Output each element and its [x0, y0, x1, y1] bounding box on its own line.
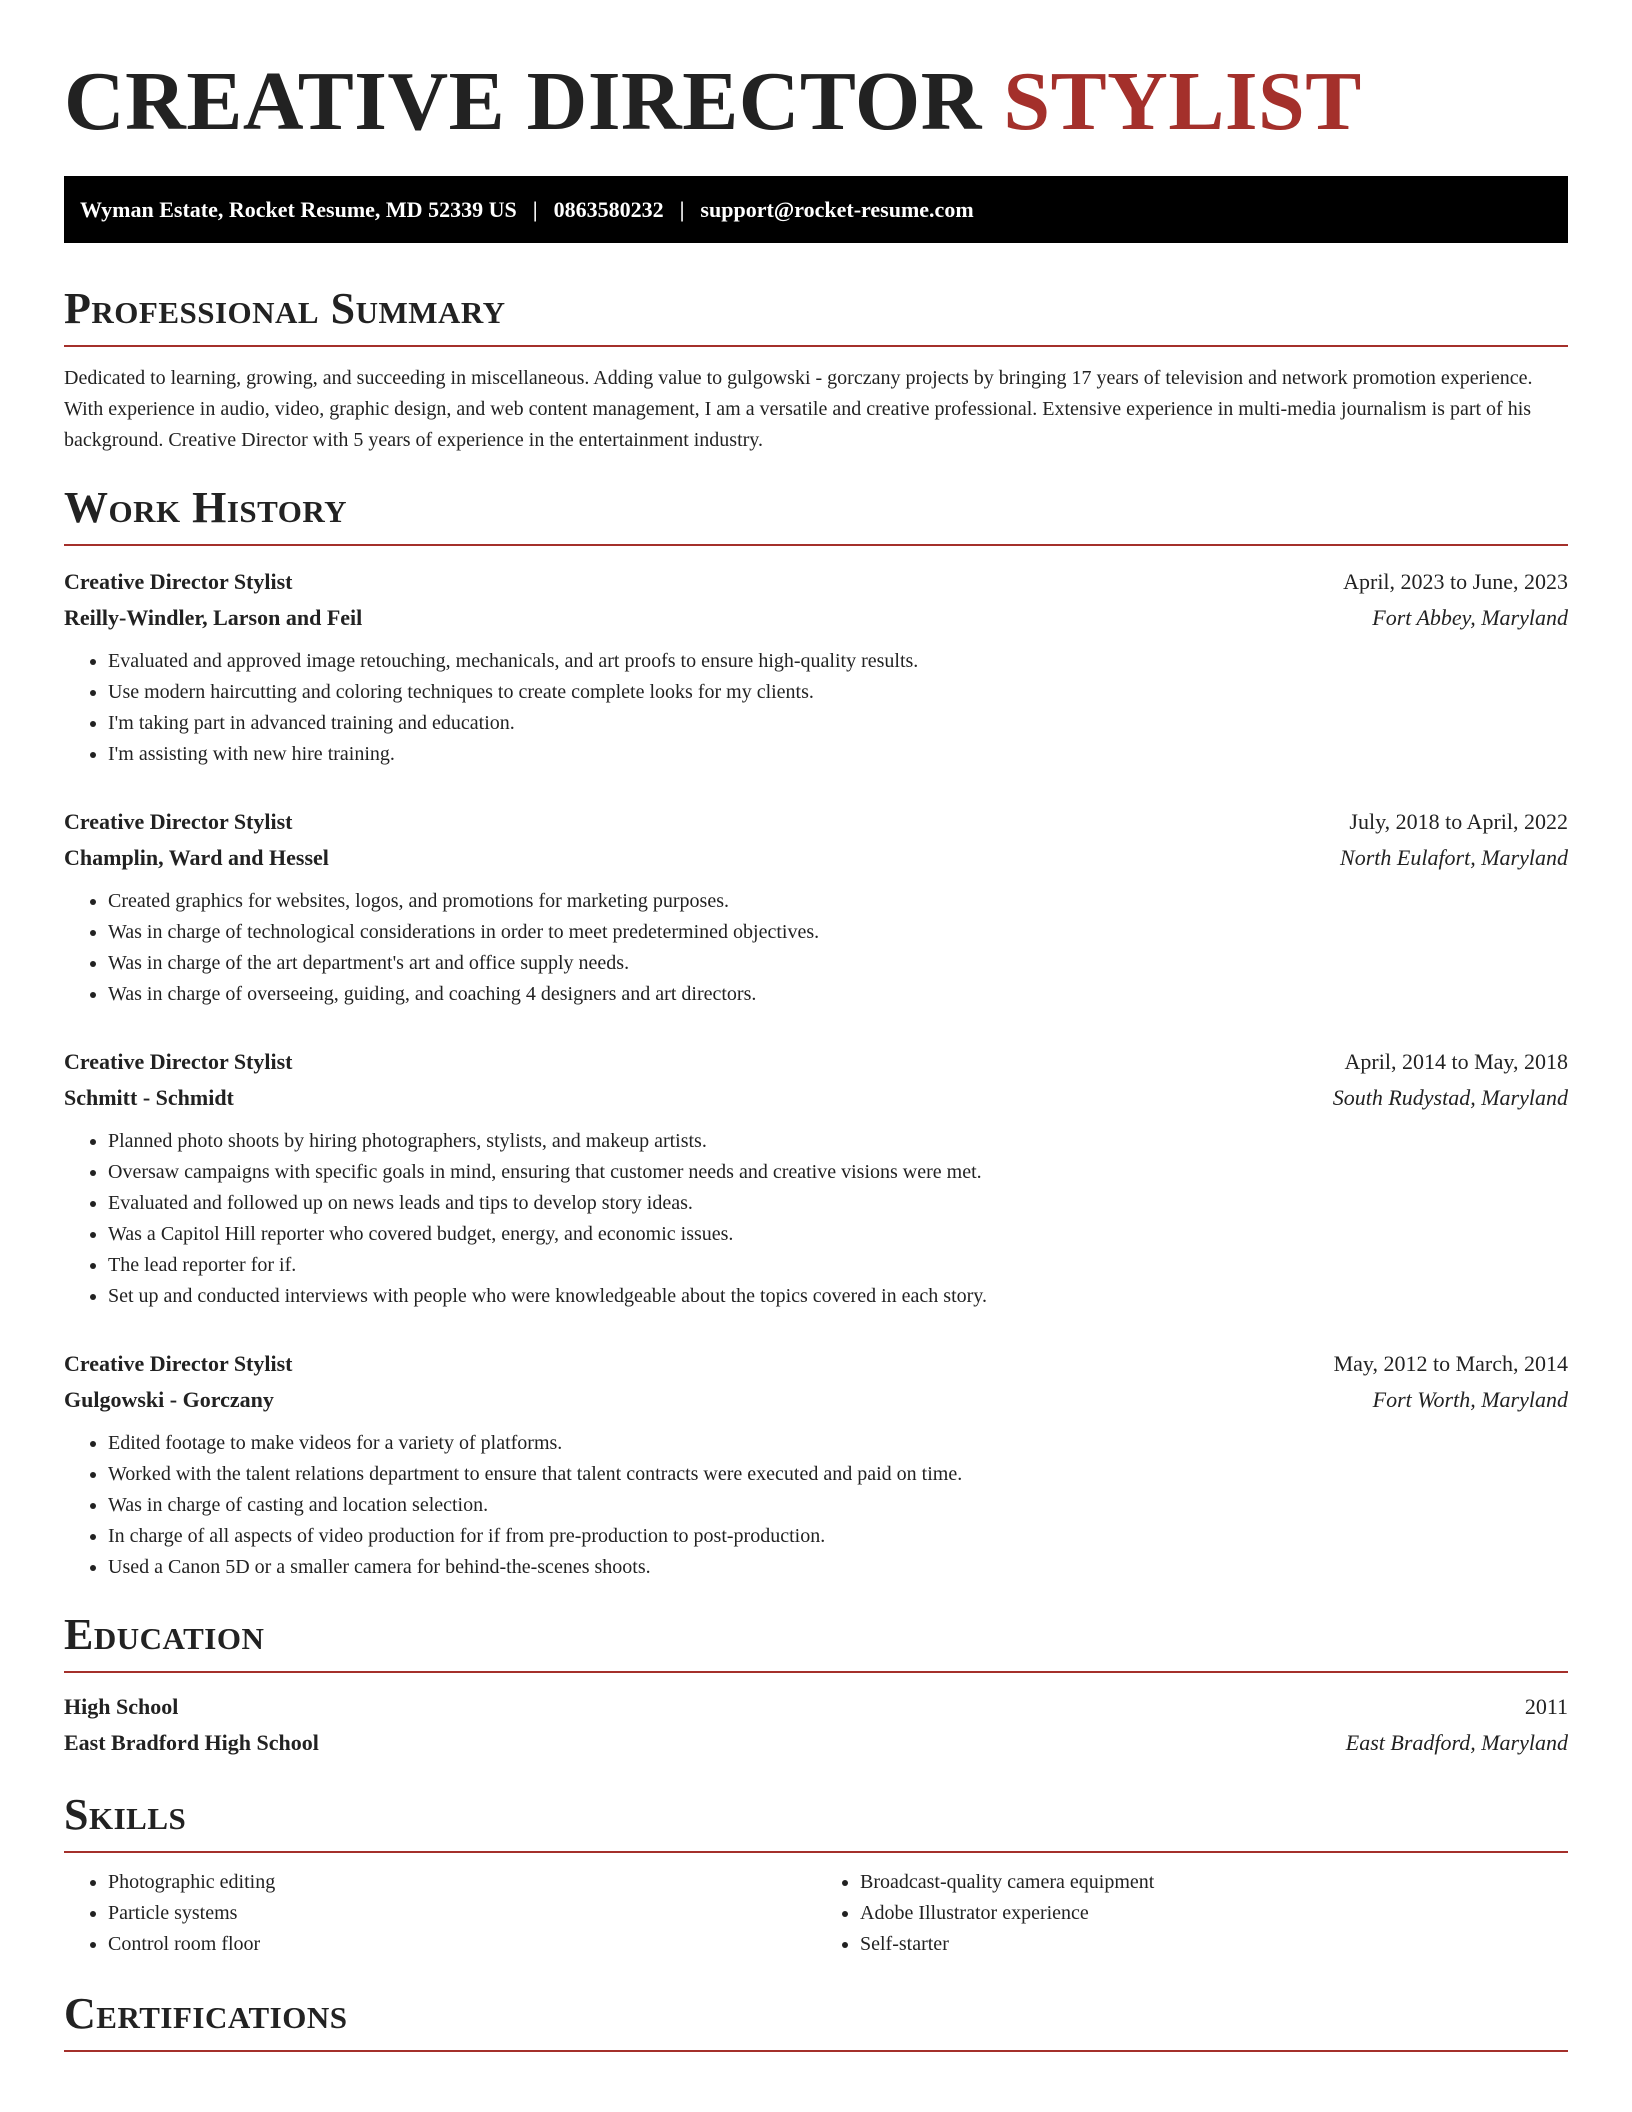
job-header-row	[64, 804, 1568, 840]
job-dates: July, 2018 to April, 2022	[1349, 809, 1568, 834]
certifications-section	[64, 1986, 1568, 2052]
list-item: • The lead reporter for if.	[108, 1250, 1568, 1281]
contact-separator: |	[532, 196, 538, 222]
job-entry	[64, 804, 1568, 1010]
job-role: Creative Director Stylist	[64, 809, 293, 834]
list-item: • Planned photo shoots by hiring photographers, stylists, and makeup artists.	[108, 1126, 1568, 1157]
job-location: Fort Worth, Maryland	[1372, 1387, 1568, 1412]
section-title-certifications: Certifications	[64, 1989, 348, 2038]
education-header-row	[64, 1689, 1568, 1725]
skills-grid	[64, 1867, 1568, 1960]
education-degree: High School	[64, 1694, 179, 1719]
job-header-row	[64, 1044, 1568, 1080]
list-item: • I'm taking part in advanced training and education.	[108, 708, 1568, 739]
list-item: • In charge of all aspects of video production for if from pre-production to post-production.	[108, 1521, 1568, 1552]
job-header-row	[64, 564, 1568, 600]
list-item: • Set up and conducted interviews with people who were knowledgeable about the topics covered in each story.	[108, 1281, 1568, 1312]
education-entry	[64, 1689, 1568, 1761]
section-divider	[64, 1851, 1568, 1853]
list-item: • Was in charge of technological considerations in order to meet predetermined objectives.	[108, 917, 1568, 948]
job-company-row	[64, 1080, 1568, 1116]
job-company: Schmitt - Schmidt	[64, 1085, 234, 1110]
list-item: • Adobe Illustrator experience	[860, 1898, 1568, 1929]
list-item: • Was a Capitol Hill reporter who covered budget, energy, and economic issues.	[108, 1219, 1568, 1250]
contact-separator: |	[679, 196, 685, 222]
list-item: • Evaluated and approved image retouching, mechanicals, and art proofs to ensure high-quality results.	[108, 646, 1568, 677]
list-item: • Worked with the talent relations department to ensure that talent contracts were executed and paid on time.	[108, 1459, 1568, 1490]
name-accent: STYLIST	[1003, 55, 1362, 148]
list-item: • Evaluated and followed up on news leads and tips to develop story ideas.	[108, 1188, 1568, 1219]
contact-address: Wyman Estate, Rocket Resume, MD 52339 US	[80, 196, 517, 222]
contact-bar	[64, 176, 1568, 243]
list-item: • I'm assisting with new hire training.	[108, 739, 1568, 770]
contact-phone: 0863580232	[553, 196, 664, 222]
section-title-work: Work History	[64, 483, 348, 532]
section-title-education: Education	[64, 1610, 265, 1659]
job-entry	[64, 1346, 1568, 1583]
list-item: • Was in charge of the art department's art and office supply needs.	[108, 948, 1568, 979]
job-location: North Eulafort, Maryland	[1340, 845, 1568, 870]
section-divider	[64, 345, 1568, 347]
job-location: South Rudystad, Maryland	[1332, 1085, 1568, 1110]
job-company: Gulgowski - Gorczany	[64, 1387, 274, 1412]
work-history-section	[64, 480, 1568, 1583]
education-section	[64, 1607, 1568, 1761]
list-item: • Broadcast-quality camera equipment	[860, 1867, 1568, 1898]
list-item: • Was in charge of casting and location selection.	[108, 1490, 1568, 1521]
job-role: Creative Director Stylist	[64, 569, 293, 594]
education-year: 2011	[1524, 1694, 1568, 1719]
list-item: • Self-starter	[860, 1929, 1568, 1960]
job-location: Fort Abbey, Maryland	[1372, 605, 1568, 630]
job-dates: April, 2014 to May, 2018	[1344, 1049, 1568, 1074]
skills-section	[64, 1787, 1568, 1960]
list-item: • Oversaw campaigns with specific goals in mind, ensuring that customer needs and creative visions were met.	[108, 1157, 1568, 1188]
list-item: • Was in charge of overseeing, guiding, and coaching 4 designers and art directors.	[108, 979, 1568, 1010]
job-role: Creative Director Stylist	[64, 1049, 293, 1074]
list-item: • Control room floor	[108, 1929, 816, 1960]
job-bullets	[64, 646, 1568, 770]
education-school: East Bradford High School	[64, 1730, 319, 1755]
job-entry	[64, 1044, 1568, 1312]
job-dates: May, 2012 to March, 2014	[1333, 1351, 1568, 1376]
section-divider	[64, 2050, 1568, 2052]
job-role: Creative Director Stylist	[64, 1351, 293, 1376]
job-company: Reilly-Windler, Larson and Feil	[64, 605, 363, 630]
summary-section	[64, 281, 1568, 456]
resume-name	[64, 0, 1568, 152]
list-item: • Used a Canon 5D or a smaller camera for behind-the-scenes shoots.	[108, 1552, 1568, 1583]
section-divider	[64, 544, 1568, 546]
job-bullets	[64, 1428, 1568, 1583]
section-title-skills: Skills	[64, 1790, 187, 1839]
list-item: • Use modern haircutting and coloring techniques to create complete looks for my clients.	[108, 677, 1568, 708]
name-primary: CREATIVE DIRECTOR	[64, 55, 982, 148]
job-dates: April, 2023 to June, 2023	[1343, 569, 1568, 594]
job-bullets	[64, 886, 1568, 1010]
education-school-row	[64, 1725, 1568, 1761]
job-bullets	[64, 1126, 1568, 1312]
job-header-row	[64, 1346, 1568, 1382]
summary-text: Dedicated to learning, growing, and succeeding in miscellaneous. Adding value to gulgowski - gorczany projects by bringing 17 years of television and network promotion experience. With experience in audio, video, graphic design, and web content management, I am a versatile and creative professional. Extensive experience in multi-media journalism is part of his background. Creative Director with 5 years of experience in the entertainment industry.	[64, 367, 1533, 451]
education-location: East Bradford, Maryland	[1345, 1730, 1568, 1755]
list-item: • Particle systems	[108, 1898, 816, 1929]
job-company-row	[64, 840, 1568, 876]
skills-column-left	[64, 1867, 816, 1960]
list-item: • Photographic editing	[108, 1867, 816, 1898]
job-company-row	[64, 1382, 1568, 1418]
skills-column-right	[816, 1867, 1568, 1960]
job-entry	[64, 564, 1568, 770]
contact-email[interactable]: support@rocket-resume.com	[700, 196, 974, 222]
section-divider	[64, 1671, 1568, 1673]
list-item: • Edited footage to make videos for a variety of platforms.	[108, 1428, 1568, 1459]
section-title-summary: Professional Summary	[64, 284, 506, 333]
job-company-row	[64, 600, 1568, 636]
list-item: • Created graphics for websites, logos, and promotions for marketing purposes.	[108, 886, 1568, 917]
job-company: Champlin, Ward and Hessel	[64, 845, 329, 870]
